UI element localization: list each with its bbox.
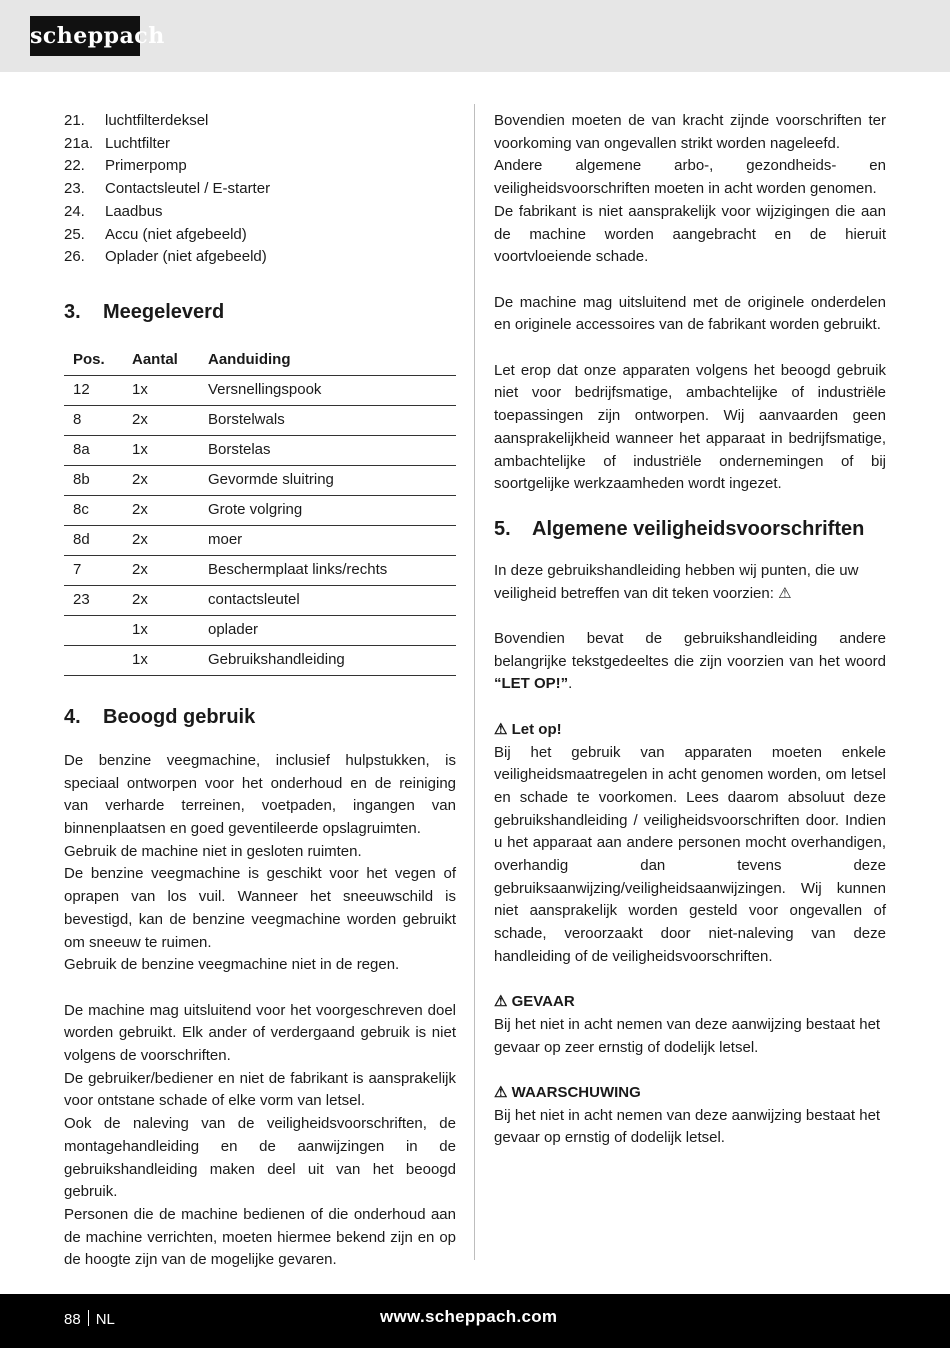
paragraph: In deze gebruikshandleiding hebben wij punten, die uw veiligheid betreffen van dit teken voorzien: ⚠ [494,561,859,602]
page-number: 88 NL [64,1311,115,1328]
warning-title: ⚠ WAARSCHUWING [494,1084,641,1102]
separator [88,1310,89,1326]
table-row: 8b 2x Gevormde sluitring [64,465,456,495]
paragraph: Let erop dat onze apparaten volgens het beoogd gebruik niet voor bedrijfsmatige, ambachtelijke of industriële toepassingen zijn ontworpen. Wij aanvaarden geen aansprakelijkheid wanneer het apparaat in bedrijfsmatige, ambachtelijke of industriële ondernemingen of bij soortgelijke werkzaamheden wordt ingezet. [494,361,886,493]
paragraph: De benzine veegmachine is geschikt voor het vegen of oprapen van los vuil. Wanneer het sneeuwschild is bevestigd, kan de benzine veegmachine worden gebruikt om sneeuw te ruimen. [64,865,456,951]
list-item: 21. luchtfilterdeksel [64,112,209,129]
table-row: 7 2x Beschermplaat links/rechts [64,555,456,585]
table-row: 8d 2x moer [64,525,456,555]
list-item: 23. Contactsleutel / E-starter [64,180,271,198]
list-item: 26. Oplader (niet afgebeeld) [64,248,267,266]
list-item: 21a. Luchtfilter [64,134,171,152]
delivery-table [64,345,456,676]
paragraph: Ook de naleving van de veiligheidsvoorschriften, de montagehandleiding en de aanwijzingen in de gebruikshandleiding maken deel uit van het beoogd gebruik. [64,1115,456,1201]
paragraph: Gebruik de benzine veegmachine niet in de regen. [64,956,400,974]
paragraph: De gebruiker/bediener en niet de fabrikant is aansprakelijk voor ontstane schade of elke vorm van letsel. [64,1069,456,1110]
table-row: 1x oplader [64,615,456,645]
paragraph: Bovendien moeten de van kracht zijnde voorschriften ter voorkoming van ongevallen strikt worden nageleefd. [494,112,886,152]
paragraph: Bij het niet in acht nemen van deze aanwijzing bestaat het gevaar op ernstig of dodelijk letsel. [494,1106,881,1147]
table-row: 8a 1x Borstelas [64,435,456,465]
table-row: 23 2x contactsleutel [64,585,456,615]
paragraph: De machine mag uitsluitend met de originele onderdelen en originele accessoires van de fabrikant worden gebruikt. [494,293,886,334]
list-item: 25. Accu (niet afgebeeld) [64,225,247,243]
parts-list [64,110,456,269]
paragraph: Andere algemene arbo-, gezondheids- en veiligheidsvoorschriften moeten in acht worden genomen. [494,157,886,198]
paragraph: Personen die de machine bedienen of die onderhoud aan de machine verrichten, moeten hiermee bekend zijn en op de hoogte zijn van de mogelijke gevaren. [64,1205,456,1269]
column-divider [474,104,475,1260]
paragraph: Gebruik de machine niet in gesloten ruimten. [64,842,362,860]
column-header: Aantal [132,345,208,376]
right-column [494,110,886,1150]
list-item: 24. Laadbus [64,202,163,220]
table-row: 1x Gebruikshandleiding [64,645,456,675]
paragraph: Bij het gebruik van apparaten moeten enkele veiligheidsmaatregelen in acht genomen worden, om letsel en schade te voorkomen. Lees daarom absoluut deze gebruikshandleiding / veiligheidsvoorschriften door. Indien u het apparaat aan andere personen mocht overhandigen, overhandig dan tevens deze gebruiksaanwijzing/veiligheidsaanwijzingen. Wij kunnen niet aansprakelijk worden gesteld voor ongevallen of schade, veroorzaakt door niet-naleving van deze handleiding of de veiligheidsvoorschriften. [494,743,886,965]
paragraph: De benzine veegmachine, inclusief hulpstukken, is speciaal ontworpen voor het onderhoud en de reiniging van verharde terreinen, voetpaden, ingangen van binnenplaatsen en goed geventileerde opslagruimten. [64,751,456,838]
section-4-heading: 4. Beoogd gebruik [64,705,256,728]
left-column [64,110,456,1272]
table-row: 8c 2x Grote volgring [64,495,456,525]
danger-title: ⚠ GEVAAR [494,993,575,1011]
section-3-heading: 3. Meegeleverd [64,300,225,323]
table-row: 8 2x Borstelwals [64,405,456,435]
paragraph: De machine mag uitsluitend voor het voorgeschreven doel worden gebruikt. Elk ander of verdergaand gebruik is niet volgens de voorschriften. [64,1001,456,1065]
brand-logo: scheppach [30,16,140,56]
paragraph: De fabrikant is niet aansprakelijk voor wijzigingen die aan de machine worden aangebracht en de hieruit voortvloeiende schade. [494,202,886,266]
table-header-row [64,345,456,376]
paragraph: Bovendien bevat de gebruikshandleiding andere belangrijke tekstgedeeltes die zijn voorzien van het woord “LET OP!”. [494,630,886,693]
column-header: Pos. [64,345,132,376]
section-5-heading: 5. Algemene veiligheidsvoorschriften [494,517,865,540]
column-header: Aanduiding [208,345,456,376]
footer-bar [0,1294,950,1348]
caution-title: ⚠ Let op! [494,720,562,738]
list-item: 22. Primerpomp [64,157,187,175]
paragraph: Bij het niet in acht nemen van deze aanwijzing bestaat het gevaar op zeer ernstig of dodelijk letsel. [494,1015,881,1056]
table-row: 12 1x Versnellingspook [64,375,456,405]
let-op-keyword: “LET OP!” [494,675,569,693]
website-url: www.scheppach.com [380,1307,558,1326]
